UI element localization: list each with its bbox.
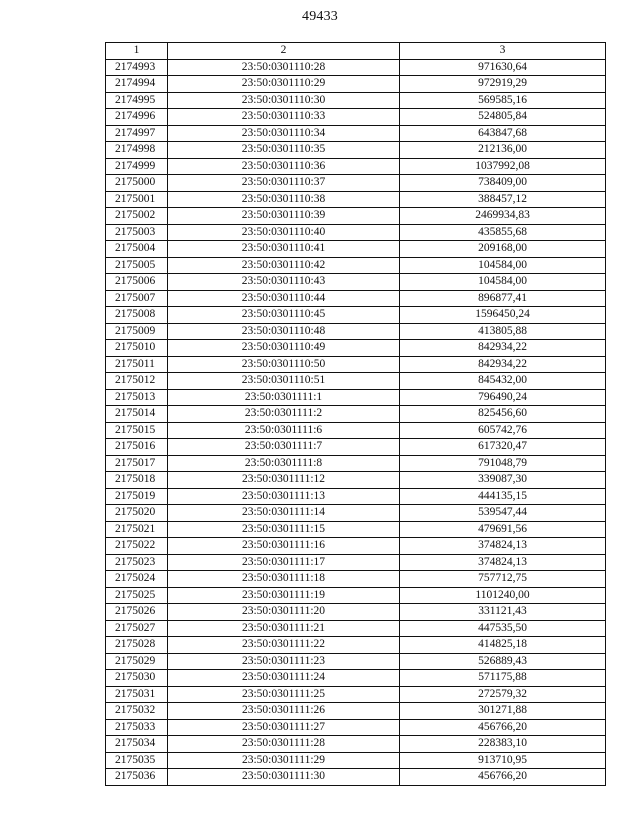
table-body	[106, 59, 606, 785]
value-cell: 1037992,08	[400, 158, 606, 175]
table-row	[106, 257, 606, 274]
cadastral-number-cell: 23:50:0301110:51	[168, 373, 400, 390]
table-row	[106, 653, 606, 670]
value-cell: 825456,60	[400, 406, 606, 423]
row-number-cell: 2175032	[106, 703, 168, 720]
value-cell: 643847,68	[400, 125, 606, 142]
cadastral-number-cell: 23:50:0301111:20	[168, 604, 400, 621]
row-number-cell: 2175025	[106, 587, 168, 604]
header-row	[106, 43, 606, 60]
cadastral-number-cell: 23:50:0301110:29	[168, 76, 400, 93]
cadastral-number-cell: 23:50:0301110:35	[168, 142, 400, 159]
table-row	[106, 472, 606, 489]
table-row	[106, 406, 606, 423]
table-row	[106, 686, 606, 703]
row-number-cell: 2174995	[106, 92, 168, 109]
table-row	[106, 703, 606, 720]
cadastral-number-cell: 23:50:0301111:29	[168, 752, 400, 769]
cadastral-number-cell: 23:50:0301110:44	[168, 290, 400, 307]
cadastral-number-cell: 23:50:0301111:27	[168, 719, 400, 736]
cadastral-number-cell: 23:50:0301110:37	[168, 175, 400, 192]
table-row	[106, 158, 606, 175]
value-cell: 571175,88	[400, 670, 606, 687]
row-number-cell: 2175000	[106, 175, 168, 192]
table-row	[106, 620, 606, 637]
cadastral-number-cell: 23:50:0301111:1	[168, 389, 400, 406]
value-cell: 791048,79	[400, 455, 606, 472]
table-row	[106, 356, 606, 373]
table-row	[106, 340, 606, 357]
row-number-cell: 2175002	[106, 208, 168, 225]
value-cell: 2469934,83	[400, 208, 606, 225]
row-number-cell: 2175030	[106, 670, 168, 687]
cadastral-number-cell: 23:50:0301111:6	[168, 422, 400, 439]
cadastral-number-cell: 23:50:0301110:40	[168, 224, 400, 241]
cadastral-number-cell: 23:50:0301111:22	[168, 637, 400, 654]
table-row	[106, 769, 606, 786]
value-cell: 374824,13	[400, 538, 606, 555]
value-cell: 228383,10	[400, 736, 606, 753]
value-cell: 413805,88	[400, 323, 606, 340]
value-cell: 272579,32	[400, 686, 606, 703]
value-cell: 796490,24	[400, 389, 606, 406]
row-number-cell: 2175027	[106, 620, 168, 637]
table-row	[106, 241, 606, 258]
value-cell: 104584,00	[400, 257, 606, 274]
table-row	[106, 719, 606, 736]
cadastral-number-cell: 23:50:0301110:33	[168, 109, 400, 126]
row-number-cell: 2175013	[106, 389, 168, 406]
table-row	[106, 554, 606, 571]
table-row	[106, 175, 606, 192]
value-cell: 972919,29	[400, 76, 606, 93]
cadastral-number-cell: 23:50:0301110:38	[168, 191, 400, 208]
row-number-cell: 2174998	[106, 142, 168, 159]
row-number-cell: 2175016	[106, 439, 168, 456]
table-row	[106, 125, 606, 142]
cadastral-number-cell: 23:50:0301110:43	[168, 274, 400, 291]
value-cell: 456766,20	[400, 769, 606, 786]
table-row	[106, 521, 606, 538]
row-number-cell: 2174999	[106, 158, 168, 175]
cadastral-number-cell: 23:50:0301111:25	[168, 686, 400, 703]
cadastral-number-cell: 23:50:0301111:17	[168, 554, 400, 571]
row-number-cell: 2175010	[106, 340, 168, 357]
row-number-cell: 2174993	[106, 59, 168, 76]
cadastral-number-cell: 23:50:0301111:12	[168, 472, 400, 489]
value-cell: 209168,00	[400, 241, 606, 258]
cadastral-number-cell: 23:50:0301110:41	[168, 241, 400, 258]
cadastral-number-cell: 23:50:0301110:36	[168, 158, 400, 175]
value-cell: 757712,75	[400, 571, 606, 588]
cadastral-number-cell: 23:50:0301111:16	[168, 538, 400, 555]
row-number-cell: 2174996	[106, 109, 168, 126]
table-row	[106, 274, 606, 291]
table-row	[106, 488, 606, 505]
row-number-cell: 2175018	[106, 472, 168, 489]
table-row	[106, 670, 606, 687]
value-cell: 1596450,24	[400, 307, 606, 324]
row-number-cell: 2175021	[106, 521, 168, 538]
table-row	[106, 92, 606, 109]
cadastral-number-cell: 23:50:0301110:34	[168, 125, 400, 142]
cadastral-number-cell: 23:50:0301111:24	[168, 670, 400, 687]
column-header-2: 2	[168, 43, 400, 60]
value-cell: 479691,56	[400, 521, 606, 538]
row-number-cell: 2175022	[106, 538, 168, 555]
value-cell: 738409,00	[400, 175, 606, 192]
value-cell: 444135,15	[400, 488, 606, 505]
cadastral-number-cell: 23:50:0301110:30	[168, 92, 400, 109]
table-row	[106, 604, 606, 621]
row-number-cell: 2175031	[106, 686, 168, 703]
table-row	[106, 587, 606, 604]
value-cell: 1101240,00	[400, 587, 606, 604]
value-cell: 971630,64	[400, 59, 606, 76]
cadastral-number-cell: 23:50:0301111:15	[168, 521, 400, 538]
value-cell: 539547,44	[400, 505, 606, 522]
table-row	[106, 389, 606, 406]
table-row	[106, 59, 606, 76]
cadastral-number-cell: 23:50:0301110:48	[168, 323, 400, 340]
value-cell: 104584,00	[400, 274, 606, 291]
table-row	[106, 191, 606, 208]
row-number-cell: 2175036	[106, 769, 168, 786]
column-header-1: 1	[106, 43, 168, 60]
cadastral-number-cell: 23:50:0301111:2	[168, 406, 400, 423]
table-row	[106, 455, 606, 472]
value-cell: 388457,12	[400, 191, 606, 208]
value-cell: 301271,88	[400, 703, 606, 720]
table-row	[106, 76, 606, 93]
row-number-cell: 2174994	[106, 76, 168, 93]
cadastral-number-cell: 23:50:0301111:13	[168, 488, 400, 505]
value-cell: 374824,13	[400, 554, 606, 571]
row-number-cell: 2175029	[106, 653, 168, 670]
row-number-cell: 2175019	[106, 488, 168, 505]
cadastral-number-cell: 23:50:0301111:8	[168, 455, 400, 472]
row-number-cell: 2175033	[106, 719, 168, 736]
table-row	[106, 307, 606, 324]
table-row	[106, 224, 606, 241]
row-number-cell: 2175001	[106, 191, 168, 208]
value-cell: 913710,95	[400, 752, 606, 769]
table-row	[106, 538, 606, 555]
value-cell: 842934,22	[400, 356, 606, 373]
cadastral-number-cell: 23:50:0301110:42	[168, 257, 400, 274]
value-cell: 524805,84	[400, 109, 606, 126]
cadastral-number-cell: 23:50:0301111:28	[168, 736, 400, 753]
row-number-cell: 2175007	[106, 290, 168, 307]
value-cell: 845432,00	[400, 373, 606, 390]
value-cell: 212136,00	[400, 142, 606, 159]
value-cell: 447535,50	[400, 620, 606, 637]
table-row	[106, 637, 606, 654]
value-cell: 414825,18	[400, 637, 606, 654]
row-number-cell: 2175015	[106, 422, 168, 439]
row-number-cell: 2175028	[106, 637, 168, 654]
cadastral-value-table	[105, 42, 606, 786]
row-number-cell: 2175035	[106, 752, 168, 769]
table-row	[106, 109, 606, 126]
cadastral-number-cell: 23:50:0301111:19	[168, 587, 400, 604]
value-cell: 435855,68	[400, 224, 606, 241]
cadastral-number-cell: 23:50:0301110:50	[168, 356, 400, 373]
row-number-cell: 2175012	[106, 373, 168, 390]
row-number-cell: 2175017	[106, 455, 168, 472]
table-row	[106, 736, 606, 753]
table-row	[106, 208, 606, 225]
cadastral-number-cell: 23:50:0301111:26	[168, 703, 400, 720]
table-row	[106, 422, 606, 439]
row-number-cell: 2175014	[106, 406, 168, 423]
value-cell: 605742,76	[400, 422, 606, 439]
value-cell: 617320,47	[400, 439, 606, 456]
table-row	[106, 439, 606, 456]
row-number-cell: 2175004	[106, 241, 168, 258]
row-number-cell: 2174997	[106, 125, 168, 142]
row-number-cell: 2175005	[106, 257, 168, 274]
value-cell: 896877,41	[400, 290, 606, 307]
table-row	[106, 505, 606, 522]
value-cell: 339087,30	[400, 472, 606, 489]
cadastral-number-cell: 23:50:0301110:45	[168, 307, 400, 324]
row-number-cell: 2175003	[106, 224, 168, 241]
page-number: 49433	[302, 9, 338, 24]
cadastral-number-cell: 23:50:0301111:14	[168, 505, 400, 522]
cadastral-number-cell: 23:50:0301110:49	[168, 340, 400, 357]
table-row	[106, 142, 606, 159]
table-row	[106, 323, 606, 340]
cadastral-number-cell: 23:50:0301111:21	[168, 620, 400, 637]
row-number-cell: 2175009	[106, 323, 168, 340]
table-row	[106, 571, 606, 588]
table-row	[106, 752, 606, 769]
row-number-cell: 2175006	[106, 274, 168, 291]
cadastral-number-cell: 23:50:0301111:18	[168, 571, 400, 588]
cadastral-number-cell: 23:50:0301111:7	[168, 439, 400, 456]
value-cell: 569585,16	[400, 92, 606, 109]
cadastral-number-cell: 23:50:0301110:39	[168, 208, 400, 225]
value-cell: 526889,43	[400, 653, 606, 670]
table-header	[106, 43, 606, 60]
row-number-cell: 2175011	[106, 356, 168, 373]
cadastral-number-cell: 23:50:0301111:23	[168, 653, 400, 670]
row-number-cell: 2175026	[106, 604, 168, 621]
cadastral-number-cell: 23:50:0301110:28	[168, 59, 400, 76]
value-cell: 456766,20	[400, 719, 606, 736]
row-number-cell: 2175008	[106, 307, 168, 324]
table-row	[106, 373, 606, 390]
column-header-3: 3	[400, 43, 606, 60]
row-number-cell: 2175020	[106, 505, 168, 522]
value-cell: 331121,43	[400, 604, 606, 621]
table-row	[106, 290, 606, 307]
row-number-cell: 2175024	[106, 571, 168, 588]
value-cell: 842934,22	[400, 340, 606, 357]
row-number-cell: 2175023	[106, 554, 168, 571]
row-number-cell: 2175034	[106, 736, 168, 753]
cadastral-number-cell: 23:50:0301111:30	[168, 769, 400, 786]
